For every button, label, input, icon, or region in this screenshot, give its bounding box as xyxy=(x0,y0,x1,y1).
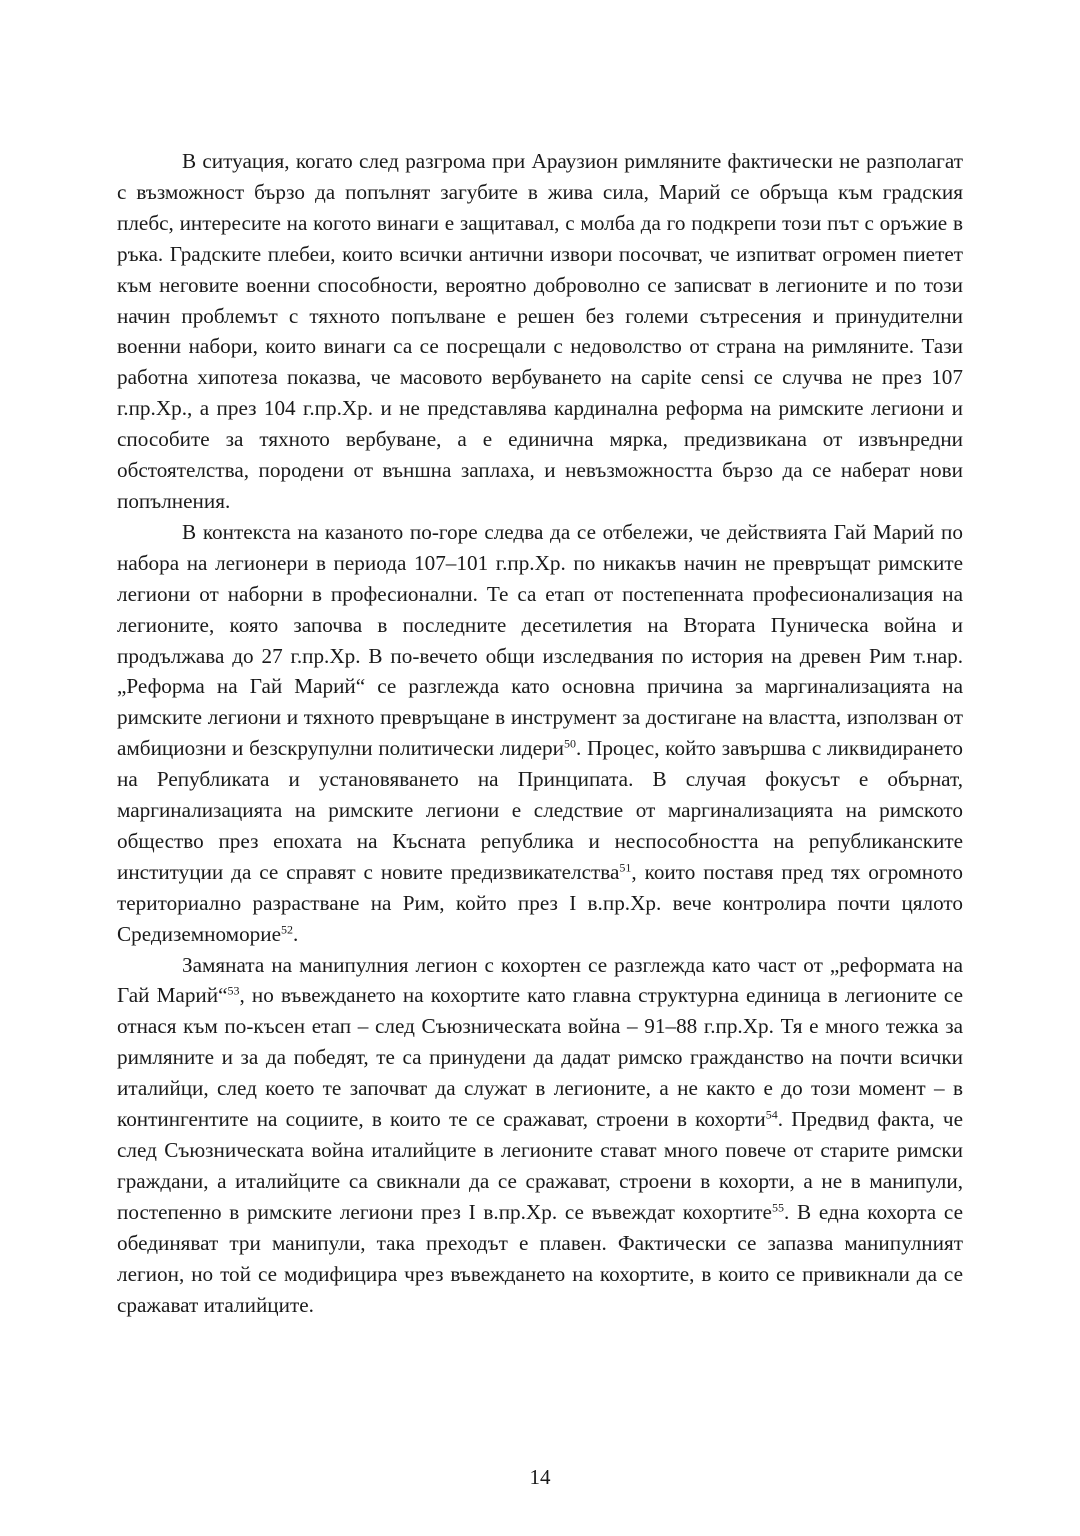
footnote-ref[interactable]: 54 xyxy=(765,1107,778,1122)
paragraph-text: . xyxy=(293,921,299,946)
footnote-ref[interactable]: 50 xyxy=(563,736,576,751)
paragraph-text: . Предвид факта, че след Съюзническата война италийците в легионите стават много повече от старите римски граждани, а италийците са свикнали да се сражават, строени в кохорти, а не в манипули, постепенно в римските легиони през I в.пр.Хр. се въвеждат кохортите xyxy=(117,1107,963,1224)
footnote-ref[interactable]: 51 xyxy=(619,860,632,875)
paragraph-1 xyxy=(117,146,963,517)
paragraph-3 xyxy=(117,950,963,1321)
footnote-ref[interactable]: 53 xyxy=(227,984,240,999)
page-body xyxy=(117,146,963,1320)
paragraph-text: , но въвеждането на кохортите като главна структурна единица в легионите се отнася към по-късен етап – след Съюзническата война – 91–88 г.пр.Хр. Тя е много тежка за римляните и за да победят, те са принудени да дадат римско гражданство на почти всички италийци, след което те започват да служат в легионите, а не както е до този момент – в контингентите на социите, в които те се сражават, строени в кохорти xyxy=(117,983,963,1132)
paragraph-text: Замяната на манипулния легион с кохортен се разглежда като част от „реформата на Гай Марий“ xyxy=(117,952,963,1008)
paragraph-text: , които поставя пред тях огромното териториално разрастване на Рим, който през I в.пр.Хр. вече контролира почти цялото Средиземноморие xyxy=(117,859,964,946)
footnote-ref[interactable]: 52 xyxy=(281,922,294,937)
paragraph-text: . В една кохорта се обединяват три манипули, така преходът е плавен. Фактически се запазва манипулният легион, но той се модифицира чрез въвеждането на кохортите, в които се привикнали да се сражават италийците. xyxy=(117,1199,963,1317)
paragraph-text: В ситуация, когато след разгрома при Араузион римляните фактически не разполагат с възможност бързо да попълнят загубите в жива сила, Марий се обръща към градския плебс, интересите на когото винаги е защитавал, с молба да го подкрепи този път с оръжие в ръка. Градските плебеи, които всички антични извори посочват, че изпитват огромен пиетет към неговите военни способности, вероятно доброволно се записват в легионите и по този начин проблемът с тяхното попълване е решен без големи сътресения и принудителни военни набори, които винаги са се посрещали с недоволство от страна на римляните. Тази работна хипотеза показва, че масовото вербуването на capite censi се случва не през 107 г.пр.Хр., а през 104 г.пр.Хр. и не представлява кардинална реформа на римските легиони и способите за тяхното вербуване, а е единична мярка, предизвикана от извънредни обстоятелства, породени от външна заплаха, и невъзможността бързо да се наберат нови попълнения. xyxy=(117,149,963,513)
paragraph-text: В контекста на казаното по-горе следва да се отбележи, че действията Гай Марий по набора на легионери в периода 107–101 г.пр.Хр. по никакъв начин не превръщат римските легиони от наборни в професионални. Те са етап от постепенната професионализация на легионите, която започва в последните десетилетия на Втората Пуническа война и продължава до 27 г.пр.Хр. В по-вечето общи изследвания по история на древен Рим т.нар. „Реформа на Гай Марий“ се разглежда като основна причина за маргинализацията на римските легиони и тяхното превръщане в инструмент за достигане на властта, използван от амбициозни и безскрупулни политически лидери xyxy=(117,519,963,761)
page-number: 14 xyxy=(529,1465,551,1489)
paragraph-2 xyxy=(117,517,963,950)
paragraph-text: . Процес, който завършва с ликвидирането на Републиката и установяването на Принципата. В случая фокусът е обърнат, маргинализацията на римските легиони е следствие от маргинализацията на римското общество през епохата на Късната република и неспособността на републиканските институции да се справят с новите предизвикателства xyxy=(117,736,964,884)
footnote-ref[interactable]: 55 xyxy=(771,1200,784,1215)
